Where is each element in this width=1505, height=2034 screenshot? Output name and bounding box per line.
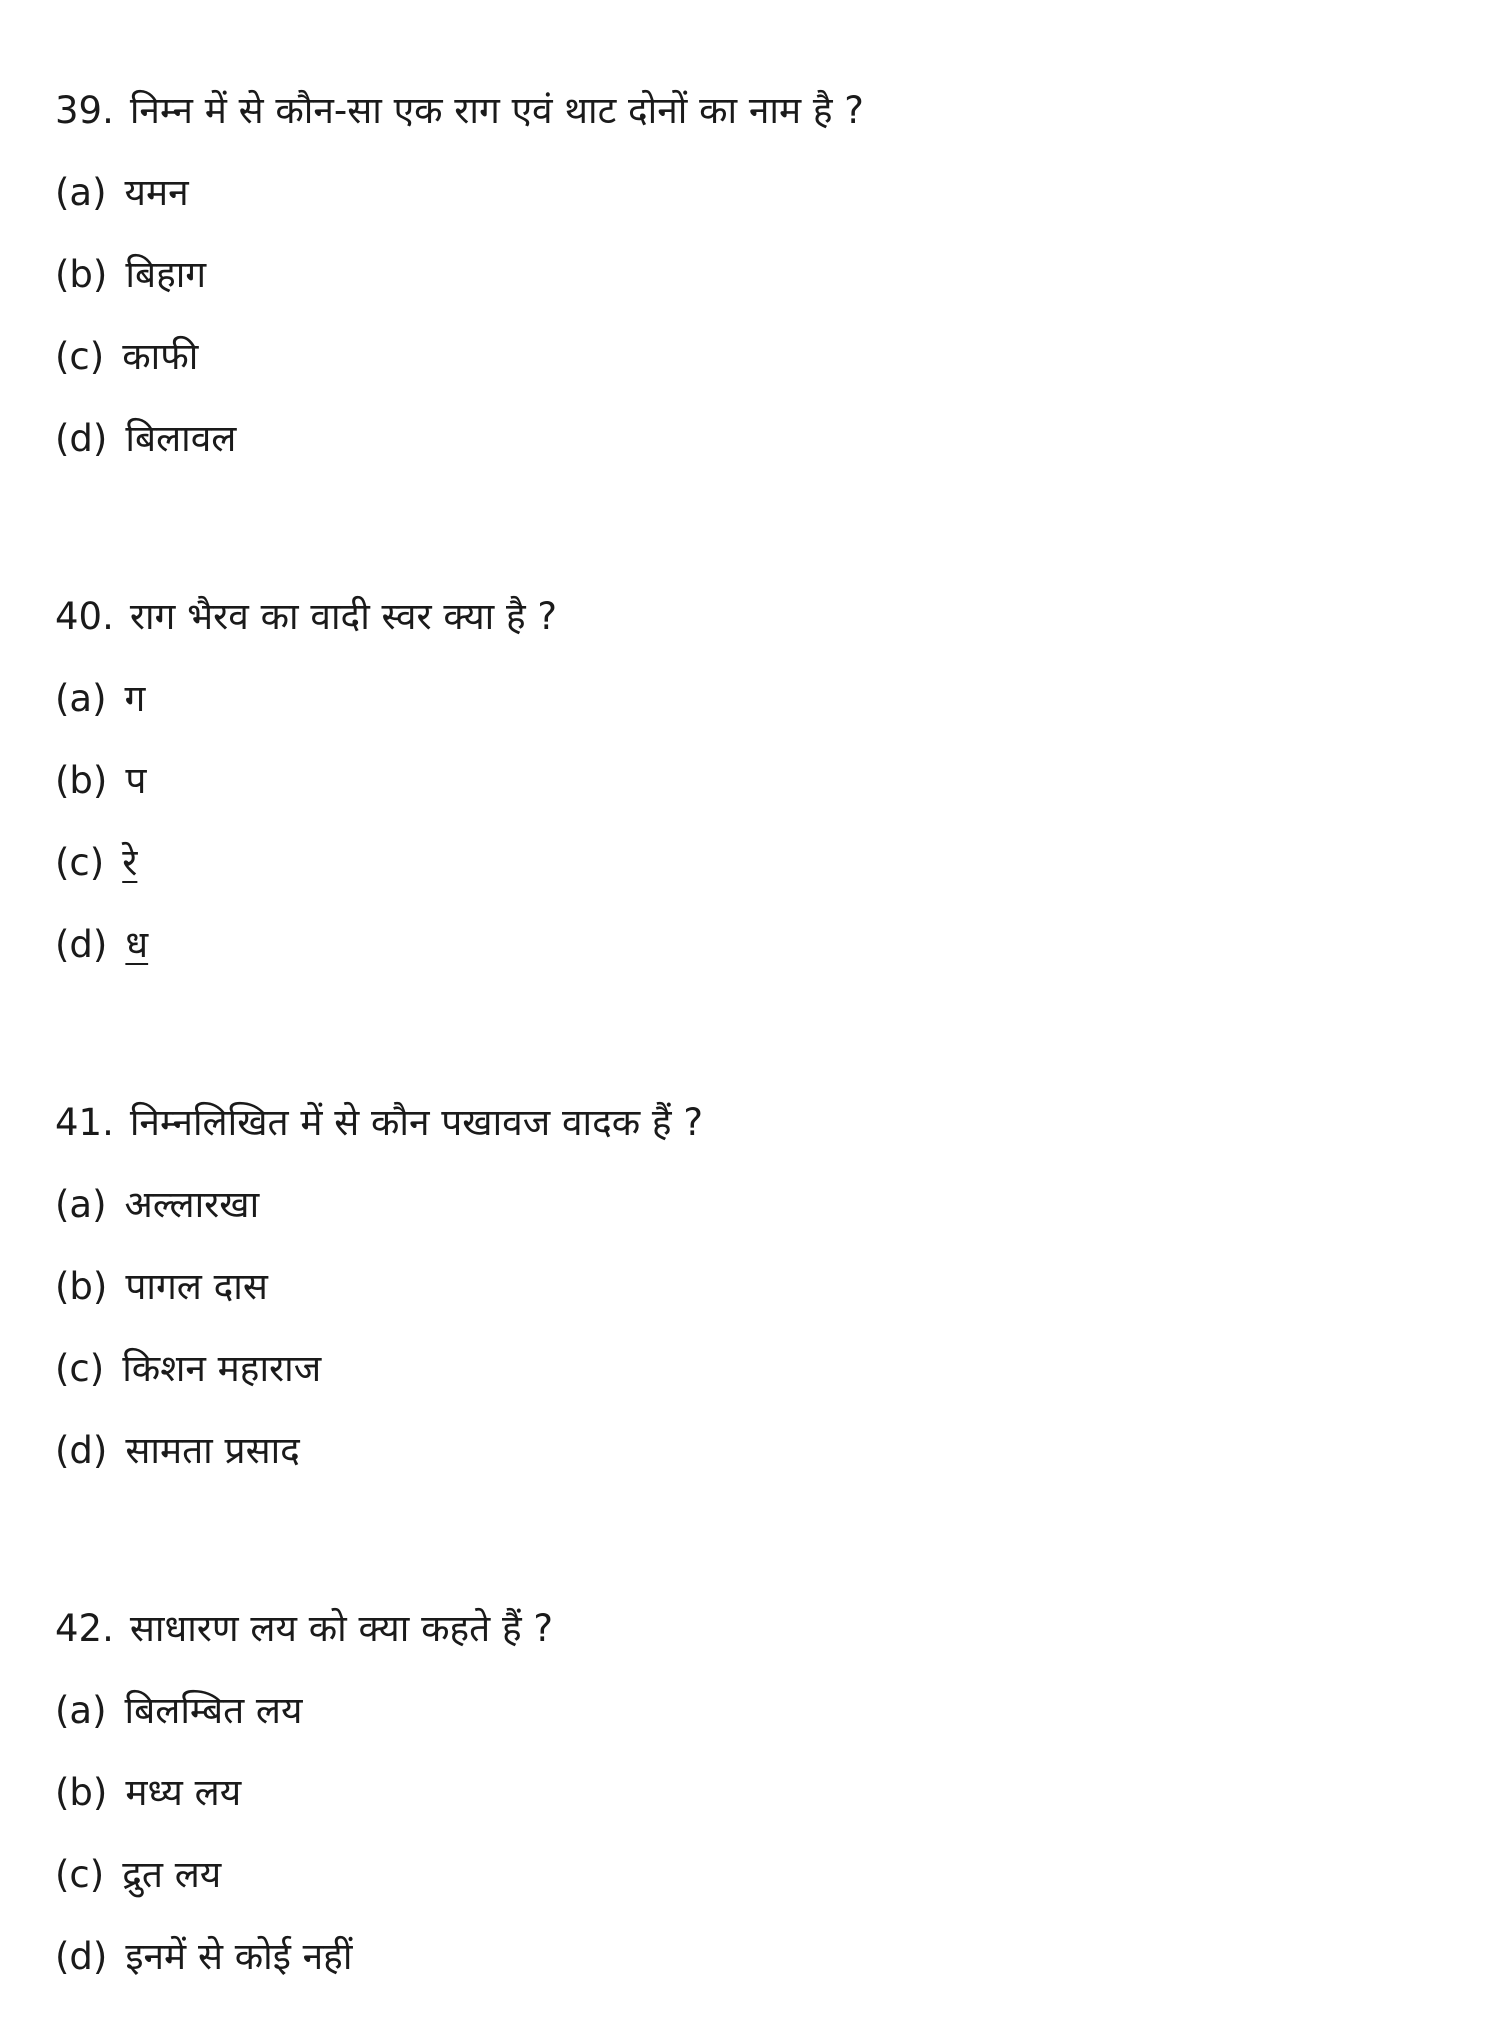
question-text bbox=[55, 70, 1505, 152]
option-key: (c) bbox=[55, 1853, 105, 1896]
option-key: (a) bbox=[55, 677, 107, 720]
question-text bbox=[55, 576, 1505, 658]
question-number: 41. bbox=[55, 1101, 114, 1144]
option-b bbox=[55, 740, 1505, 822]
option-a bbox=[55, 1670, 1505, 1752]
question-number: 39. bbox=[55, 89, 114, 132]
option-key: (c) bbox=[55, 841, 105, 884]
option-key: (a) bbox=[55, 1689, 107, 1732]
option-b bbox=[55, 1752, 1505, 1834]
option-key: (d) bbox=[55, 417, 108, 460]
option-c bbox=[55, 1834, 1505, 1916]
question-body: निम्नलिखित में से कौन पखावज वादक हैं ? bbox=[129, 1101, 703, 1144]
option-key: (d) bbox=[55, 1935, 108, 1978]
question-40 bbox=[55, 576, 1505, 986]
option-text: प bbox=[125, 759, 147, 802]
option-text: सामता प्रसाद bbox=[125, 1429, 300, 1472]
option-text: मध्य लय bbox=[125, 1771, 242, 1814]
option-text: ग bbox=[124, 677, 146, 720]
option-b bbox=[55, 234, 1505, 316]
question-42 bbox=[55, 1588, 1505, 1998]
option-text: किशन महाराज bbox=[122, 1347, 322, 1390]
option-c bbox=[55, 1328, 1505, 1410]
question-body: राग भैरव का वादी स्वर क्या है ? bbox=[129, 595, 558, 638]
option-text: इनमें से कोई नहीं bbox=[125, 1935, 353, 1978]
question-body: निम्न में से कौन-सा एक राग एवं थाट दोनों का नाम है ? bbox=[129, 89, 864, 132]
option-key: (b) bbox=[55, 759, 108, 802]
question-39 bbox=[55, 70, 1505, 480]
option-a bbox=[55, 152, 1505, 234]
option-text: बिलावल bbox=[125, 417, 237, 460]
option-d bbox=[55, 1916, 1505, 1998]
option-key: (d) bbox=[55, 923, 108, 966]
option-text-komal: रे bbox=[122, 841, 138, 884]
option-key: (c) bbox=[55, 335, 105, 378]
question-text bbox=[55, 1588, 1505, 1670]
option-text: काफी bbox=[122, 335, 199, 378]
option-key: (d) bbox=[55, 1429, 108, 1472]
option-key: (b) bbox=[55, 1771, 108, 1814]
option-key: (b) bbox=[55, 1265, 108, 1308]
option-text: अल्लारखा bbox=[124, 1183, 260, 1226]
option-text: बिहाग bbox=[125, 253, 207, 296]
question-41 bbox=[55, 1082, 1505, 1492]
option-text: यमन bbox=[124, 171, 189, 214]
option-text-komal: ध bbox=[125, 923, 149, 966]
question-number: 42. bbox=[55, 1607, 114, 1650]
option-key: (b) bbox=[55, 253, 108, 296]
option-c bbox=[55, 822, 1505, 904]
option-key: (c) bbox=[55, 1347, 105, 1390]
option-text: बिलम्बित लय bbox=[124, 1689, 303, 1732]
question-number: 40. bbox=[55, 595, 114, 638]
option-a bbox=[55, 658, 1505, 740]
option-d bbox=[55, 398, 1505, 480]
question-text bbox=[55, 1082, 1505, 1164]
option-d bbox=[55, 904, 1505, 986]
option-c bbox=[55, 316, 1505, 398]
option-text: द्रुत लय bbox=[122, 1853, 222, 1896]
option-b bbox=[55, 1246, 1505, 1328]
question-body: साधारण लय को क्या कहते हैं ? bbox=[129, 1607, 554, 1650]
option-key: (a) bbox=[55, 1183, 107, 1226]
option-text: पागल दास bbox=[125, 1265, 268, 1308]
option-d bbox=[55, 1410, 1505, 1492]
option-a bbox=[55, 1164, 1505, 1246]
option-key: (a) bbox=[55, 171, 107, 214]
